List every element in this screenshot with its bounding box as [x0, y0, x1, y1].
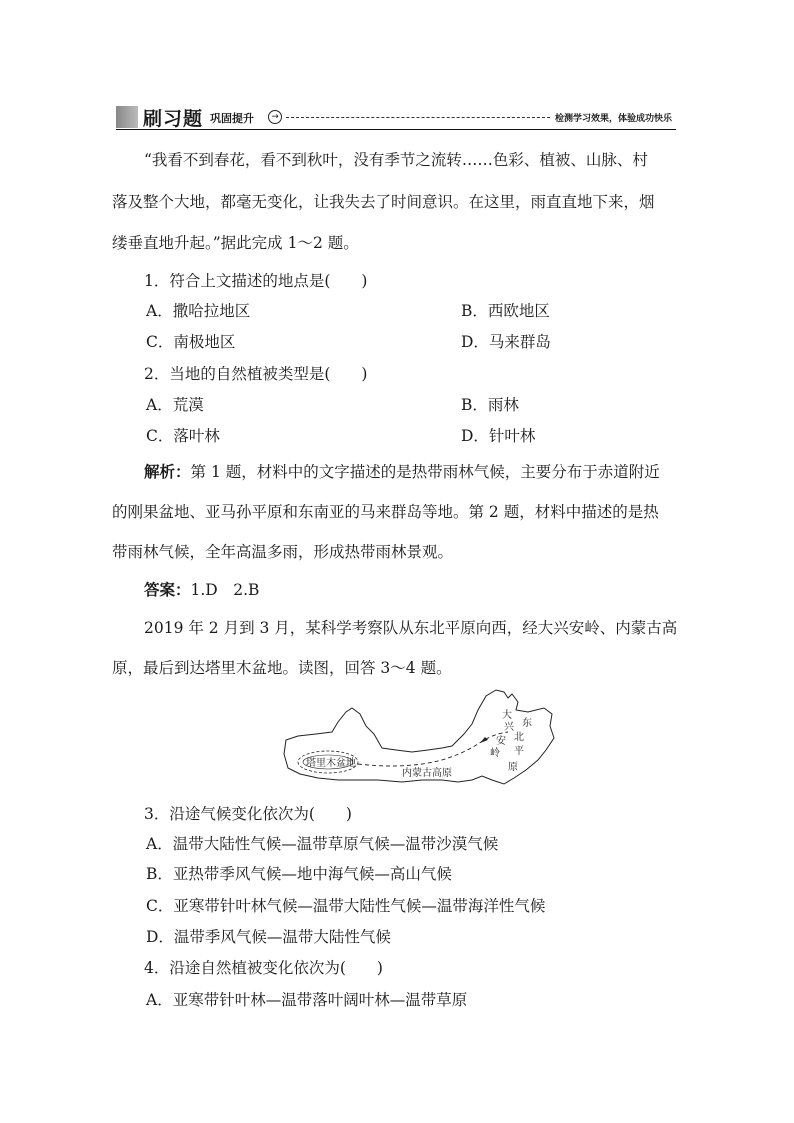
- map-label-mongolia: 内蒙古高原: [402, 768, 452, 779]
- arrow-circle-icon: →: [268, 110, 282, 124]
- header-title: 刷习题: [143, 108, 204, 130]
- q3-option-a: A．温带大陆性气候—温带草原气候—温带沙漠气候: [146, 835, 499, 853]
- map-dxal-3: 安: [496, 736, 506, 747]
- intro-line-3: 缕垂直地升起。”据此完成 1～2 题。: [112, 234, 359, 252]
- q2-option-b: B．雨林: [461, 396, 519, 414]
- answer-label: 答案：: [144, 580, 191, 599]
- answer-line: [144, 578, 259, 600]
- header-block-icon: [116, 106, 138, 128]
- map-dxal-2: 兴: [504, 722, 514, 733]
- map-label-tarim: 塔里木盆地: [306, 758, 356, 769]
- q2-stem: 2．当地的自然植被类型是( ): [144, 365, 368, 383]
- q3-stem: 3．沿途气候变化依次为( ): [144, 805, 352, 823]
- q1-option-c: C．南极地区: [146, 333, 236, 351]
- q1-option-d: D．马来群岛: [461, 333, 551, 351]
- route-arrow-icon: [480, 737, 488, 743]
- map-dbpy-3: 平: [514, 746, 524, 757]
- q3-option-d: D．温带季风气候—温带大陆性气候: [146, 928, 391, 946]
- analysis-line-3: 带雨林气候，全年高温多雨，形成热带雨林景观。: [112, 543, 454, 561]
- header-tagline: 检测学习效果，体验成功快乐: [554, 114, 672, 124]
- analysis-line-1: [144, 460, 660, 482]
- map-dxal-1: 大: [502, 710, 512, 721]
- analysis-line-2: 的刚果盆地、亚马孙平原和东南亚的马来群岛等地。第 2 题，材料中描述的是热: [112, 503, 659, 521]
- intro2-line-2: 原，最后到达塔里木盆地。读图，回答 3～4 题。: [112, 659, 452, 677]
- analysis-text-1: 第 1 题，材料中的文字描述的是热带雨林气候，主要分布于赤道附近: [190, 463, 660, 481]
- header-rule: [116, 129, 676, 130]
- analysis-label: 解析：: [144, 462, 191, 481]
- q1-stem: 1．符合上文描述的地点是( ): [144, 272, 368, 290]
- route-map: [282, 688, 562, 790]
- header-dashed-line: [286, 117, 550, 118]
- map-dbpy-2: 北: [514, 732, 524, 743]
- q1-option-b: B．西欧地区: [461, 302, 550, 320]
- section-header: [116, 104, 676, 130]
- map-dbpy-4: 原: [508, 762, 518, 773]
- q4-stem: 4．沿途自然植被变化依次为( ): [144, 959, 383, 977]
- q2-option-c: C．落叶林: [146, 427, 220, 445]
- q2-option-a: A．荒漠: [146, 396, 204, 414]
- q4-option-a: A．亚寒带针叶林—温带落叶阔叶林—温带草原: [146, 991, 468, 1009]
- q3-option-b: B．亚热带季风气候—地中海气候—高山气候: [146, 865, 452, 883]
- answer-value: 1.D 2.B: [190, 581, 260, 599]
- intro-line-2: 落及整个大地，都毫无变化，让我失去了时间意识。在这里，雨直直地下来，烟: [112, 193, 655, 211]
- q3-option-c: C．亚寒带针叶林气候—温带大陆性气候—温带海洋性气候: [146, 897, 546, 915]
- header-subtitle: 巩固提升: [210, 112, 254, 125]
- intro2-line-1: 2019 年 2 月到 3 月，某科学考察队从东北平原向西，经大兴安岭、内蒙古高: [144, 619, 678, 637]
- q2-option-d: D．针叶林: [461, 427, 536, 445]
- q1-option-a: A．撒哈拉地区: [146, 302, 251, 320]
- intro-line-1: “我看不到春花，看不到秋叶，没有季节之流转……色彩、植被、山脉、村: [144, 151, 648, 169]
- map-dxal-4: 岭: [490, 748, 500, 759]
- map-dbpy-1: 东: [522, 718, 532, 729]
